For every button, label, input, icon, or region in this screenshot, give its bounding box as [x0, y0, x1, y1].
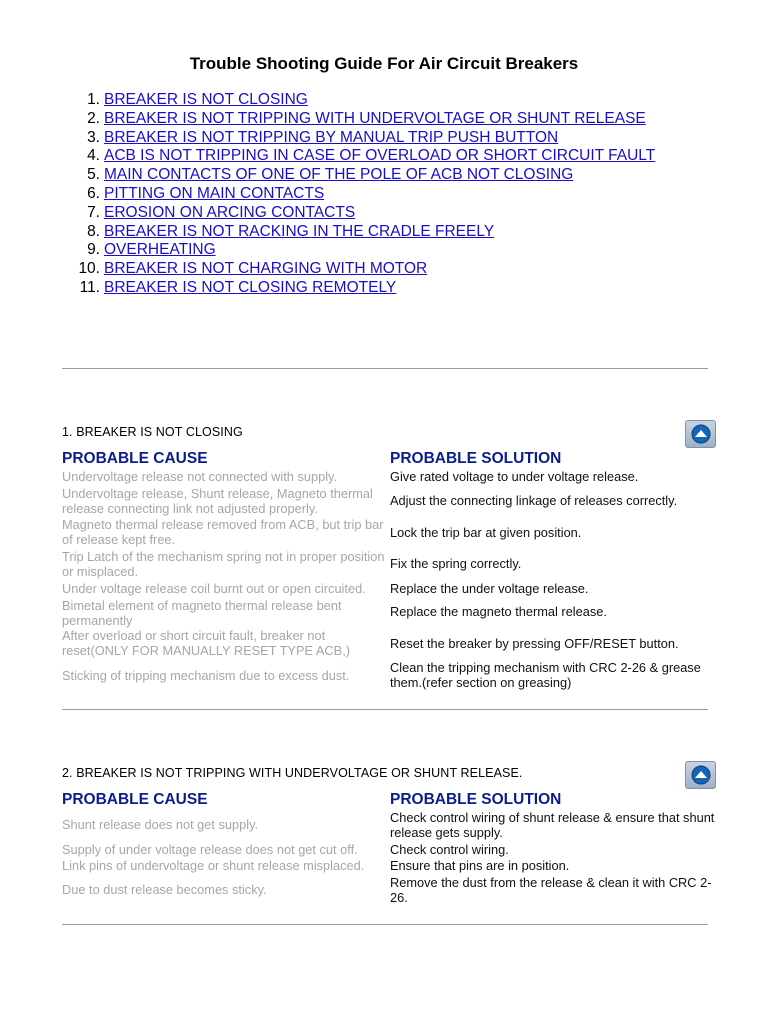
- cause-cell: Under voltage release coil burnt out or open circuited.: [62, 581, 366, 596]
- section-title: 2. BREAKER IS NOT TRIPPING WITH UNDERVOLTAGE OR SHUNT RELEASE.: [62, 766, 523, 780]
- toc-number: 3.: [87, 128, 100, 146]
- toc-number: 9.: [87, 241, 100, 259]
- cause-cell: Sticking of tripping mechanism due to excess dust.: [62, 668, 350, 683]
- solution-cell: Check control wiring of shunt release & ensure that shunt release gets supply.: [390, 810, 715, 840]
- toc-number: 8.: [87, 222, 100, 240]
- cause-cell: Undervoltage release not connected with supply.: [62, 469, 338, 484]
- cause-cell: After overload or short circuit fault, breaker not reset(ONLY FOR MANUALLY RESET TYPE ACB,): [62, 628, 351, 658]
- solution-cell: Remove the dust from the release & clean it with CRC 2-26.: [390, 875, 712, 905]
- cause-cell: Shunt release does not get supply.: [62, 817, 259, 832]
- solution-cell: Give rated voltage to under voltage release.: [390, 469, 639, 484]
- cause-cell: Magneto thermal release removed from ACB, but trip bar of release kept free.: [62, 517, 384, 547]
- solution-cell: Ensure that pins are in position.: [390, 858, 570, 873]
- toc-item: [62, 110, 655, 129]
- probable-solution-header: PROBABLE SOLUTION: [390, 450, 562, 467]
- toc-link[interactable]: BREAKER IS NOT CLOSING: [104, 91, 308, 108]
- toc-link[interactable]: OVERHEATING: [104, 241, 216, 259]
- toc-item: [62, 223, 655, 242]
- probable-cause-header: PROBABLE CAUSE: [62, 791, 208, 808]
- cause-cell: Link pins of undervoltage or shunt release misplaced.: [62, 858, 365, 873]
- toc-item: [62, 129, 655, 148]
- divider: [62, 709, 708, 710]
- section-title: 1. BREAKER IS NOT CLOSING: [62, 425, 243, 439]
- solution-cell: Replace the magneto thermal release.: [390, 604, 607, 619]
- back-to-top-button[interactable]: [685, 761, 716, 789]
- toc-link[interactable]: BREAKER IS NOT CLOSING REMOTELY: [104, 278, 397, 296]
- solution-cell: Clean the tripping mechanism with CRC 2-26 & grease them.(refer section on greasing): [390, 660, 701, 690]
- toc-item: [62, 260, 655, 279]
- cause-cell: Trip Latch of the mechanism spring not in proper position or misplaced.: [62, 549, 385, 579]
- back-to-top-button[interactable]: [685, 420, 716, 448]
- toc-item: [62, 204, 655, 223]
- toc-number: 11.: [79, 278, 100, 296]
- divider: [62, 924, 708, 925]
- toc-number: 10.: [78, 260, 100, 278]
- toc-item: [62, 185, 655, 204]
- toc-link[interactable]: PITTING ON MAIN CONTACTS: [104, 184, 325, 202]
- toc-link[interactable]: EROSION ON ARCING CONTACTS: [104, 203, 356, 221]
- cause-cell: Undervoltage release, Shunt release, Magneto thermal release connecting link not adjusted properly.: [62, 486, 373, 516]
- cause-cell: Supply of under voltage release does not get cut off.: [62, 842, 358, 857]
- toc-link[interactable]: BREAKER IS NOT TRIPPING BY MANUAL TRIP PUSH BUTTON: [104, 128, 559, 146]
- solution-cell: Lock the trip bar at given position.: [390, 525, 582, 540]
- solution-cell: Reset the breaker by pressing OFF/RESET button.: [390, 636, 679, 651]
- cause-cell: Bimetal element of magneto thermal release bent permanently: [62, 598, 342, 628]
- toc-link[interactable]: BREAKER IS NOT CHARGING WITH MOTOR: [104, 260, 428, 278]
- toc-number: 5.: [87, 166, 100, 184]
- toc-number: 2.: [87, 109, 100, 127]
- solution-cell: Adjust the connecting linkage of releases correctly.: [390, 493, 678, 508]
- toc-item: [62, 166, 655, 185]
- toc-item: [62, 241, 655, 260]
- toc-link[interactable]: BREAKER IS NOT RACKING IN THE CRADLE FREELY: [104, 222, 495, 240]
- toc-link[interactable]: BREAKER IS NOT TRIPPING WITH UNDERVOLTAGE OR SHUNT RELEASE: [104, 109, 646, 127]
- toc-number: 1.: [87, 91, 100, 108]
- solution-cell: Check control wiring.: [390, 842, 509, 857]
- toc-item: [62, 147, 655, 166]
- toc-number: 4.: [87, 147, 100, 165]
- toc-number: 6.: [87, 184, 100, 202]
- solution-cell: Replace the under voltage release.: [390, 581, 589, 596]
- toc-link[interactable]: ACB IS NOT TRIPPING IN CASE OF OVERLOAD OR SHORT CIRCUIT FAULT: [104, 147, 656, 165]
- up-arrow-icon: [690, 424, 712, 444]
- up-arrow-icon: [690, 765, 712, 785]
- toc-item: [62, 279, 655, 298]
- page-title: Trouble Shooting Guide For Air Circuit Breakers: [189, 54, 579, 73]
- toc-link[interactable]: MAIN CONTACTS OF ONE OF THE POLE OF ACB NOT CLOSING: [104, 166, 574, 184]
- toc-item: [62, 91, 655, 110]
- divider: [62, 368, 708, 369]
- probable-solution-header: PROBABLE SOLUTION: [390, 791, 562, 808]
- solution-cell: Fix the spring correctly.: [390, 556, 522, 571]
- table-of-contents: [62, 91, 655, 298]
- toc-number: 7.: [87, 203, 100, 221]
- cause-cell: Due to dust release becomes sticky.: [62, 882, 267, 897]
- probable-cause-header: PROBABLE CAUSE: [62, 450, 208, 467]
